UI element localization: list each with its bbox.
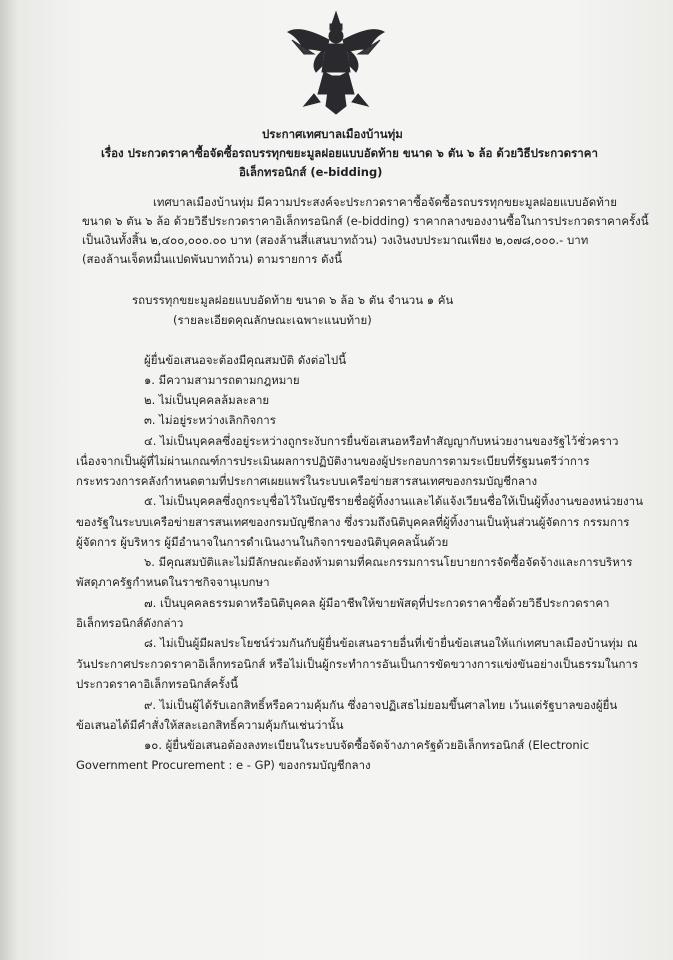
qualification-line: ๑๐. ผู้ยื่นข้อเสนอต้องลงทะเบียนในระบบจัดซื้อจัดจ้างภาครัฐด้วยอิเล็กทรอนิกส์ (Electronic [144,738,590,752]
qualification-line: ๒. ไม่เป็นบุคคลล้มละลาย [144,393,270,407]
subject-line-2: อิเล็กทรอนิกส์ (e-bidding) [239,165,383,179]
qualification-line: ๔. ไม่เป็นบุคคลซึ่งอยู่ระหว่างถูกระงับการยื่นข้อเสนอหรือทำสัญญากับหน่วยงานของรัฐไว้ชั่วคราว [144,434,619,448]
qualifications-heading: ผู้ยื่นข้อเสนอจะต้องมีคุณสมบัติ ดังต่อไปนี้ [144,353,347,367]
intro-line: ขนาด ๖ ตัน ๖ ล้อ ด้วยวิธีประกวดราคาอิเล็กทรอนิกส์ (e-bidding) ราคากลางของงานซื้อในการประกวดราคาครั้งนี้ [82,214,649,228]
qualification-line: ๙. ไม่เป็นผู้ได้รับเอกสิทธิ์หรือความคุ้มกัน ซึ่งอาจปฏิเสธไม่ยอมขึ้นศาลไทย เว้นแต่รัฐบาลของผู้ยื่น [144,698,618,712]
item-line: รถบรรทุกขยะมูลฝอยแบบอัดท้าย ขนาด ๖ ล้อ ๖ ตัน จำนวน ๑ คัน [132,293,454,307]
qualification-line: ๖. มีคุณสมบัติและไม่มีลักษณะต้องห้ามตามที่คณะกรรมการนโยบายการจัดซื้อจัดจ้างและการบริหาร [144,555,633,569]
intro-line: เทศบาลเมืองบ้านทุ่ม มีความประสงค์จะประกวดราคาซื้อจัดซื้อรถบรรทุกขยะมูลฝอยแบบอัดท้าย [153,195,617,209]
qualification-line: กระทรวงการคลังกำหนดตามที่ประกาศเผยแพร่ในระบบเครือข่ายสารสนเทศของกรมบัญชีกลาง [76,474,538,488]
qualification-line: ๕. ไม่เป็นบุคคลซึ่งถูกระบุชื่อไว้ในบัญชีรายชื่อผู้ทิ้งงานและได้แจ้งเวียนชื่อให้เป็นผู้ทิ้งงานของหน่วยงาน [144,494,643,508]
subject-line-1: เรื่อง ประกวดราคาซื้อจัดซื้อรถบรรทุกขยะมูลฝอยแบบอัดท้าย ขนาด ๖ ตัน ๖ ล้อ ด้วยวิธีประกวดราคา [101,146,598,160]
garuda-emblem-icon [284,10,388,118]
qualification-line: ของรัฐในระบบเครือข่ายสารสนเทศของกรมบัญชีกลาง ซึ่งรวมถึงนิติบุคคลที่ผู้ทิ้งงานเป็นหุ้นส่วนผู้จัดการ กรรมการ [76,515,630,529]
agency-title: ประกาศเทศบาลเมืองบ้านทุ่ม [262,127,403,141]
item-detail: (รายละเอียดคุณลักษณะเฉพาะแนบท้าย) [173,313,372,327]
intro-line: เป็นเงินทั้งสิ้น ๒,๔๐๐,๐๐๐.๐๐ บาท (สองล้านสี่แสนบาทถ้วน) วงเงินงบประมาณเพียง ๒,๐๗๘,๐๐๐.- บาท [82,233,589,247]
qualification-line: ผู้จัดการ ผู้บริหาร ผู้มีอำนาจในการดำเนินงานในกิจการของนิติบุคคลนั้นด้วย [76,535,449,549]
qualification-line: ข้อเสนอได้มีคำสั่งให้สละเอกสิทธิ์ความคุ้มกันเช่นว่านั้น [76,718,344,732]
qualification-line: Government Procurement : e - GP) ของกรมบัญชีกลาง [76,758,371,772]
qualification-line: วันประกาศประกวดราคาอิเล็กทรอนิกส์ หรือไม่เป็นผู้กระทำการอันเป็นการขัดขวางการแข่งขันอย่างเป็นธรรมในการ [76,657,639,671]
qualification-line: ๑. มีความสามารถตามกฎหมาย [144,373,300,387]
scan-shadow [0,0,18,960]
qualification-line: เนื่องจากเป็นผู้ที่ไม่ผ่านเกณฑ์การประเมินผลการปฏิบัติงานของผู้ประกอบการตามระเบียบที่รัฐมนตรีว่าการ [76,454,590,468]
qualification-line: ๘. ไม่เป็นผู้มีผลประโยชน์ร่วมกันกับผู้ยื่นข้อเสนอรายอื่นที่เข้ายื่นข้อเสนอให้แก่เทศบาลเมืองบ้านทุ่ม ณ [144,636,638,650]
qualification-line: พัสดุภาครัฐกำหนดในราชกิจจานุเบกษา [76,575,270,589]
intro-line: (สองล้านเจ็ดหมื่นแปดพันบาทถ้วน) ตามรายการ ดังนี้ [82,252,343,266]
qualification-line: ๗. เป็นบุคคลธรรมดาหรือนิติบุคคล ผู้มีอาชีพให้ขายพัสดุที่ประกวดราคาซื้อด้วยวิธีประกวดราคา [144,596,610,610]
qualification-line: อิเล็กทรอนิกส์ดังกล่าว [76,616,184,630]
qualification-line: ๓. ไม่อยู่ระหว่างเลิกกิจการ [144,413,276,427]
qualification-line: ประกวดราคาอิเล็กทรอนิกส์ครั้งนี้ [76,677,239,691]
